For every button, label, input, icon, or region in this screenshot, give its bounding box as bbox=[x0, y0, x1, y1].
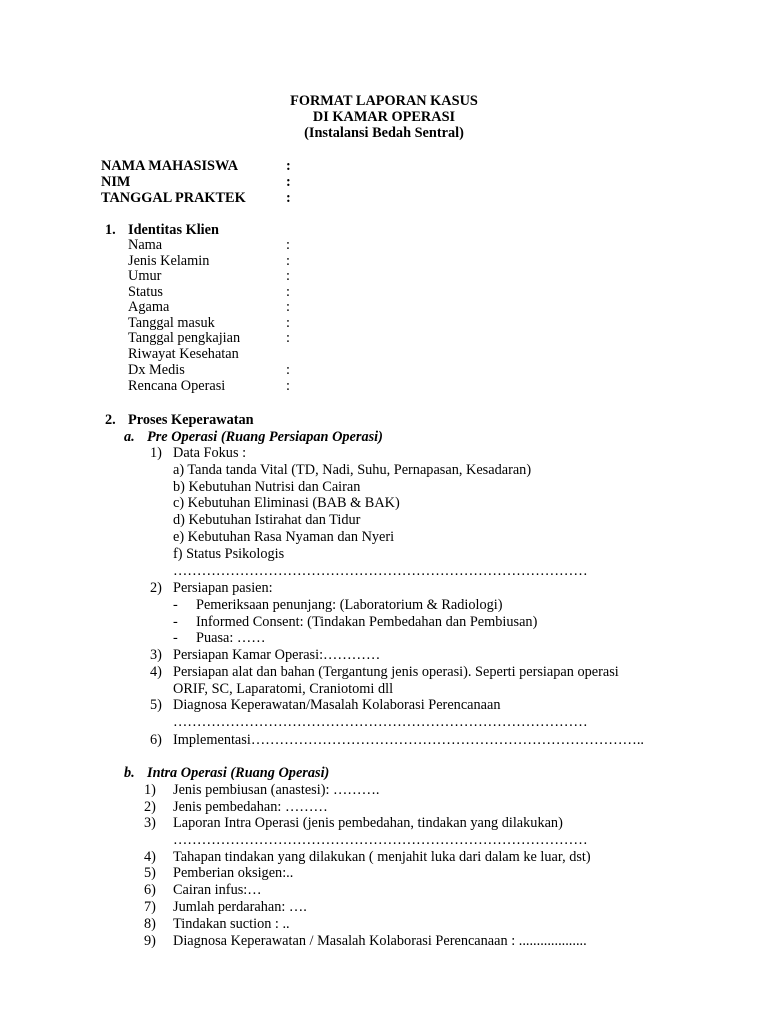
list-item: Laporan Intra Operasi (jenis pembedahan, tindakan yang dilakukan) bbox=[173, 815, 563, 831]
bullet-item: Informed Consent: (Tindakan Pembedahan dan Pembiusan) bbox=[196, 614, 538, 630]
field-riwayat-kesehatan: Riwayat Kesehatan bbox=[128, 346, 239, 362]
field-colon: : bbox=[286, 330, 290, 346]
field-colon: : bbox=[286, 315, 290, 331]
field-colon: : bbox=[286, 268, 290, 284]
bullet-item: Puasa: …… bbox=[196, 630, 266, 646]
list-item: Pemberian oksigen:.. bbox=[173, 865, 294, 881]
list-item-diagnosa: Diagnosa Keperawatan/Masalah Kolaborasi Perencanaan bbox=[173, 697, 501, 713]
field-umur: Umur bbox=[128, 268, 162, 284]
field-status: Status bbox=[128, 284, 163, 300]
sub-item: d) Kebutuhan Istirahat dan Tidur bbox=[173, 512, 361, 528]
bullet-item: Pemeriksaan penunjang: (Laboratorium & Radiologi) bbox=[196, 597, 503, 613]
sub-b-letter: b. bbox=[124, 765, 135, 781]
field-jenis-kelamin: Jenis Kelamin bbox=[128, 253, 210, 269]
field-colon: : bbox=[286, 299, 290, 315]
list-number: 3) bbox=[150, 647, 162, 663]
section2-number: 2. bbox=[105, 412, 116, 428]
field-colon: : bbox=[286, 284, 290, 300]
field-colon: : bbox=[286, 253, 290, 269]
list-item: Jenis pembiusan (anastesi): ………. bbox=[173, 782, 380, 798]
sub-b-title: Intra Operasi (Ruang Operasi) bbox=[147, 765, 330, 781]
list-item: Jenis pembedahan: ……… bbox=[173, 799, 328, 815]
section2-title: Proses Keperawatan bbox=[128, 412, 254, 428]
field-label-nim: NIM bbox=[101, 174, 131, 190]
sub-item: c) Kebutuhan Eliminasi (BAB & BAK) bbox=[173, 495, 400, 511]
list-item: Tindakan suction : .. bbox=[173, 916, 290, 932]
sub-item: f) Status Psikologis bbox=[173, 546, 285, 562]
sub-item: e) Kebutuhan Rasa Nyaman dan Nyeri bbox=[173, 529, 395, 545]
list-number: 3) bbox=[144, 815, 156, 831]
sub-item: b) Kebutuhan Nutrisi dan Cairan bbox=[173, 479, 361, 495]
field-tanggal-masuk: Tanggal masuk bbox=[128, 315, 215, 331]
sub-a-letter: a. bbox=[124, 429, 135, 445]
list-item: Jumlah perdarahan: …. bbox=[173, 899, 307, 915]
field-nama: Nama bbox=[128, 237, 163, 253]
doc-title-line1: FORMAT LAPORAN KASUS bbox=[290, 93, 478, 109]
field-colon: : bbox=[286, 362, 290, 378]
field-label-tanggal-praktek: TANGGAL PRAKTEK bbox=[101, 190, 246, 206]
list-item: Diagnosa Keperawatan / Masalah Kolaborasi Perencanaan : ................... bbox=[173, 933, 587, 949]
list-number: 2) bbox=[150, 580, 162, 596]
list-item: Cairan infus:… bbox=[173, 882, 262, 898]
doc-title-line3: (Instalansi Bedah Sentral) bbox=[304, 125, 464, 141]
field-colon: : bbox=[286, 158, 291, 174]
bullet-dash: - bbox=[173, 614, 178, 630]
list-number: 6) bbox=[150, 732, 162, 748]
list-number: 9) bbox=[144, 933, 156, 949]
field-tanggal-pengkajian: Tanggal pengkajian bbox=[128, 330, 241, 346]
field-dx-medis: Dx Medis bbox=[128, 362, 185, 378]
dotted-fill-line: …………………………………………………………………………… bbox=[173, 714, 588, 730]
sub-item: a) Tanda tanda Vital (TD, Nadi, Suhu, Pernapasan, Kesadaran) bbox=[173, 462, 532, 478]
list-number: 6) bbox=[144, 882, 156, 898]
list-number: 1) bbox=[150, 445, 162, 461]
field-agama: Agama bbox=[128, 299, 170, 315]
list-item-data-fokus: Data Fokus : bbox=[173, 445, 247, 461]
field-colon: : bbox=[286, 378, 290, 394]
field-rencana-operasi: Rencana Operasi bbox=[128, 378, 226, 394]
list-number: 7) bbox=[144, 899, 156, 915]
list-number: 5) bbox=[144, 865, 156, 881]
field-colon: : bbox=[286, 237, 290, 253]
list-number: 8) bbox=[144, 916, 156, 932]
dotted-fill-line: …………………………………………………………………………… bbox=[173, 563, 588, 579]
list-item-persiapan-pasien: Persiapan pasien: bbox=[173, 580, 273, 596]
bullet-dash: - bbox=[173, 597, 178, 613]
field-colon: : bbox=[286, 174, 291, 190]
section1-number: 1. bbox=[105, 222, 116, 238]
dotted-fill-line: …………………………………………………………………………… bbox=[173, 832, 588, 848]
list-number: 5) bbox=[150, 697, 162, 713]
list-item-persiapan-kamar: Persiapan Kamar Operasi:………… bbox=[173, 647, 381, 663]
field-label-nama-mahasiswa: NAMA MAHASISWA bbox=[101, 158, 239, 174]
list-number: 1) bbox=[144, 782, 156, 798]
list-number: 4) bbox=[150, 664, 162, 680]
list-item: Tahapan tindakan yang dilakukan ( menjahit luka dari dalam ke luar, dst) bbox=[173, 849, 591, 865]
sub-a-title: Pre Operasi (Ruang Persiapan Operasi) bbox=[147, 429, 383, 445]
field-colon: : bbox=[286, 190, 291, 206]
section1-title: Identitas Klien bbox=[128, 222, 219, 238]
doc-title-line2: DI KAMAR OPERASI bbox=[312, 109, 456, 125]
list-item-implementasi: Implementasi……………………………………………………………………….. bbox=[173, 732, 644, 748]
list-item-persiapan-alat: Persiapan alat dan bahan (Tergantung jenis operasi). Seperti persiapan operasi bbox=[173, 664, 619, 680]
list-item-continuation: ORIF, SC, Laparatomi, Craniotomi dll bbox=[173, 681, 394, 697]
list-number: 4) bbox=[144, 849, 156, 865]
list-number: 2) bbox=[144, 799, 156, 815]
bullet-dash: - bbox=[173, 630, 178, 646]
